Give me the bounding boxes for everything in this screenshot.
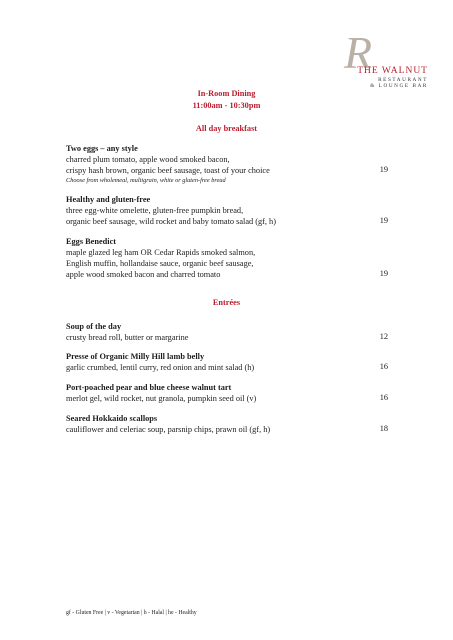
item-desc-line: merlot gel, wild rocket, nut granola, pumpkin seed oil (v): [66, 394, 257, 403]
item-desc-line: English muffin, hollandaise sauce, organic beef sausage,: [66, 259, 254, 268]
logo-monogram: R: [344, 27, 373, 78]
item-title: Eggs Benedict: [66, 237, 117, 246]
section-heading-breakfast: All day breakfast: [195, 124, 258, 133]
item-desc-line: apple wood smoked bacon and charred tomato: [66, 270, 221, 279]
item-desc-line: organic beef sausage, wild rocket and baby tomato salad (gf, h): [66, 217, 276, 226]
item-price: 18: [379, 424, 388, 433]
menu-item: [66, 143, 386, 186]
item-title: Seared Hokkaido scallops: [66, 414, 158, 423]
section-heading-entrees: Entrées: [212, 298, 241, 307]
item-price: 19: [379, 216, 388, 225]
service-hours: 11:00am - 10:30pm: [192, 101, 261, 110]
item-desc-line: crusty bread roll, butter or margarine: [66, 333, 189, 342]
item-title: Presse of Organic Milly Hill lamb belly: [66, 352, 205, 361]
item-desc-line: crispy hash brown, organic beef sausage, toast of your choice: [66, 166, 270, 175]
page-title: In-Room Dining: [197, 89, 256, 98]
dietary-legend: gf - Gluten Free | v - Vegetarian | h - Halal | he - Healthy: [66, 610, 197, 616]
item-desc-line: cauliflower and celeriac soup, parsnip chips, prawn oil (gf, h): [66, 425, 271, 434]
item-price: 19: [379, 269, 388, 278]
menu-item: [66, 413, 386, 435]
item-desc-line: three egg-white omelette, gluten-free pumpkin bread,: [66, 206, 244, 215]
item-note: Choose from wholemeal, multigrain, white or gluten-free bread: [66, 177, 226, 184]
logo-subtitle-restaurant: RESTAURANT: [378, 77, 428, 83]
menu-item: [66, 382, 386, 404]
item-price: 16: [379, 393, 388, 402]
item-price: 19: [379, 165, 388, 174]
menu-item: [66, 321, 386, 343]
item-price: 12: [379, 332, 388, 341]
menu-item: [66, 236, 386, 280]
item-desc-line: charred plum tomato, apple wood smoked bacon,: [66, 155, 230, 164]
menu-item: [66, 351, 386, 373]
item-desc-line: maple glazed leg ham OR Cedar Rapids smoked salmon,: [66, 248, 256, 257]
item-price: 16: [379, 362, 388, 371]
logo-name: THE WALNUT: [357, 66, 428, 76]
menu-item: [66, 194, 386, 227]
item-title: Healthy and gluten-free: [66, 195, 151, 204]
item-title: Two eggs – any style: [66, 144, 138, 153]
item-title: Soup of the day: [66, 322, 122, 331]
item-title: Port-poached pear and blue cheese walnut tart: [66, 383, 232, 392]
item-desc-line: garlic crumbed, lentil curry, red onion and mint salad (h): [66, 363, 255, 372]
logo-subtitle-lounge: & LOUNGE BAR: [370, 83, 428, 89]
